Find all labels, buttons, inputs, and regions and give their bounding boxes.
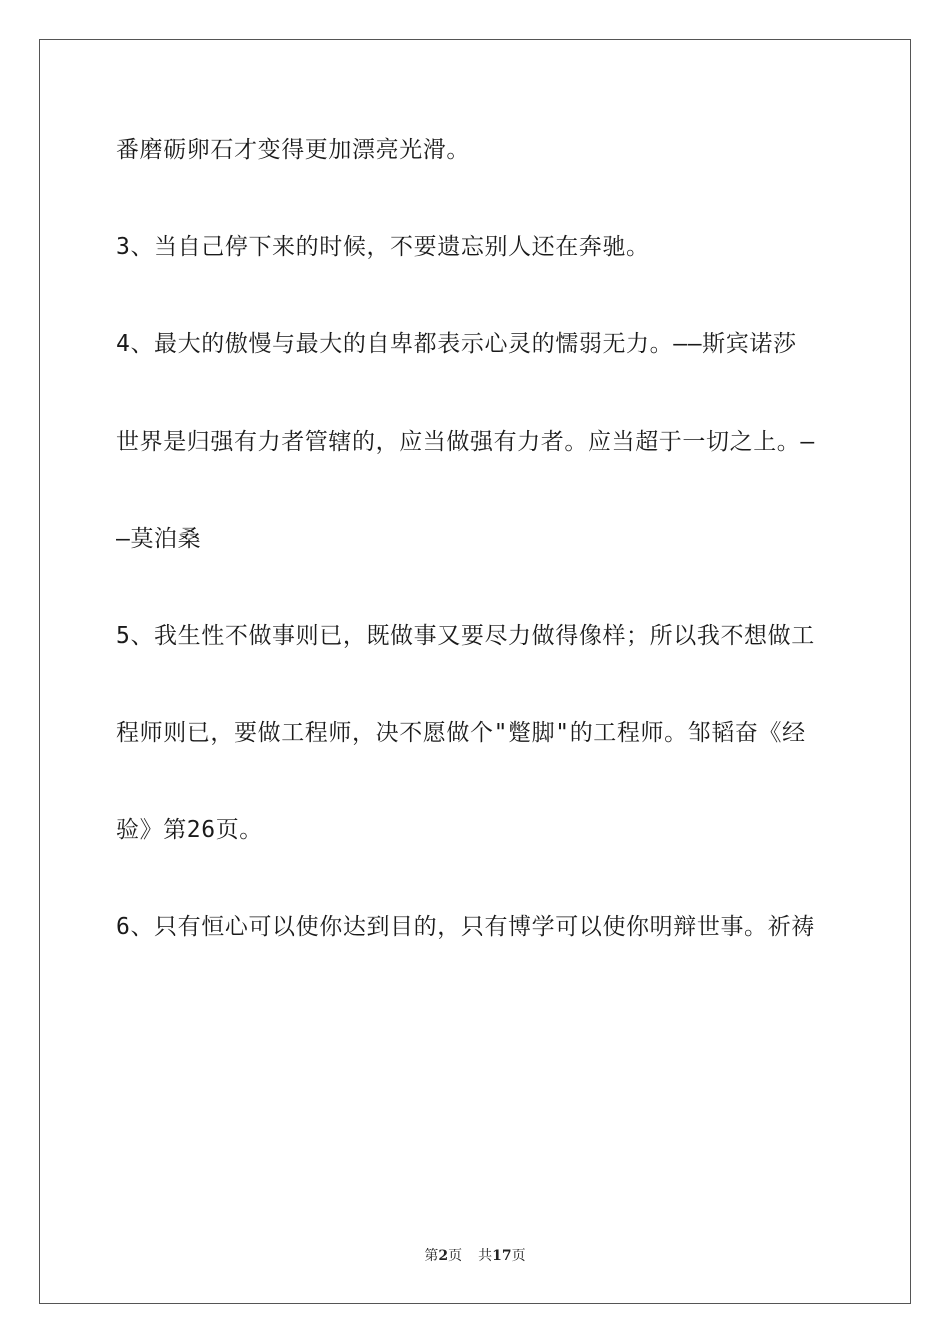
body-text-line: —莫泊桑 [116, 526, 202, 552]
total-suffix: 页 [511, 1248, 526, 1264]
body-text-line: 3、当自己停下来的时候，不要遗忘别人还在奔驰。 [116, 234, 650, 260]
page-prefix: 第 [424, 1248, 439, 1264]
body-text-line: 程师则已，要做工程师，决不愿做个"蹩脚"的工程师。邹韬奋《经 [116, 720, 806, 746]
total-pages: 17 [492, 1248, 512, 1264]
page-footer [0, 1247, 950, 1265]
total-prefix: 共 [478, 1248, 493, 1264]
page-border [39, 39, 911, 1304]
body-text-line: 5、我生性不做事则已，既做事又要尽力做得像样；所以我不想做工 [116, 623, 815, 649]
body-text-line: 验》第26页。 [116, 817, 263, 843]
page-suffix: 页 [448, 1248, 463, 1264]
body-text-line: 6、只有恒心可以使你达到目的，只有博学可以使你明辩世事。祈祷 [116, 914, 815, 940]
body-text-line: 番磨砺卵石才变得更加漂亮光滑。 [116, 137, 470, 163]
body-text-line: 4、最大的傲慢与最大的自卑都表示心灵的懦弱无力。——斯宾诺莎 [116, 331, 797, 357]
page-number: 2 [438, 1248, 449, 1264]
body-text-line: 世界是归强有力者管辖的，应当做强有力者。应当超于一切之上。— [116, 429, 815, 455]
